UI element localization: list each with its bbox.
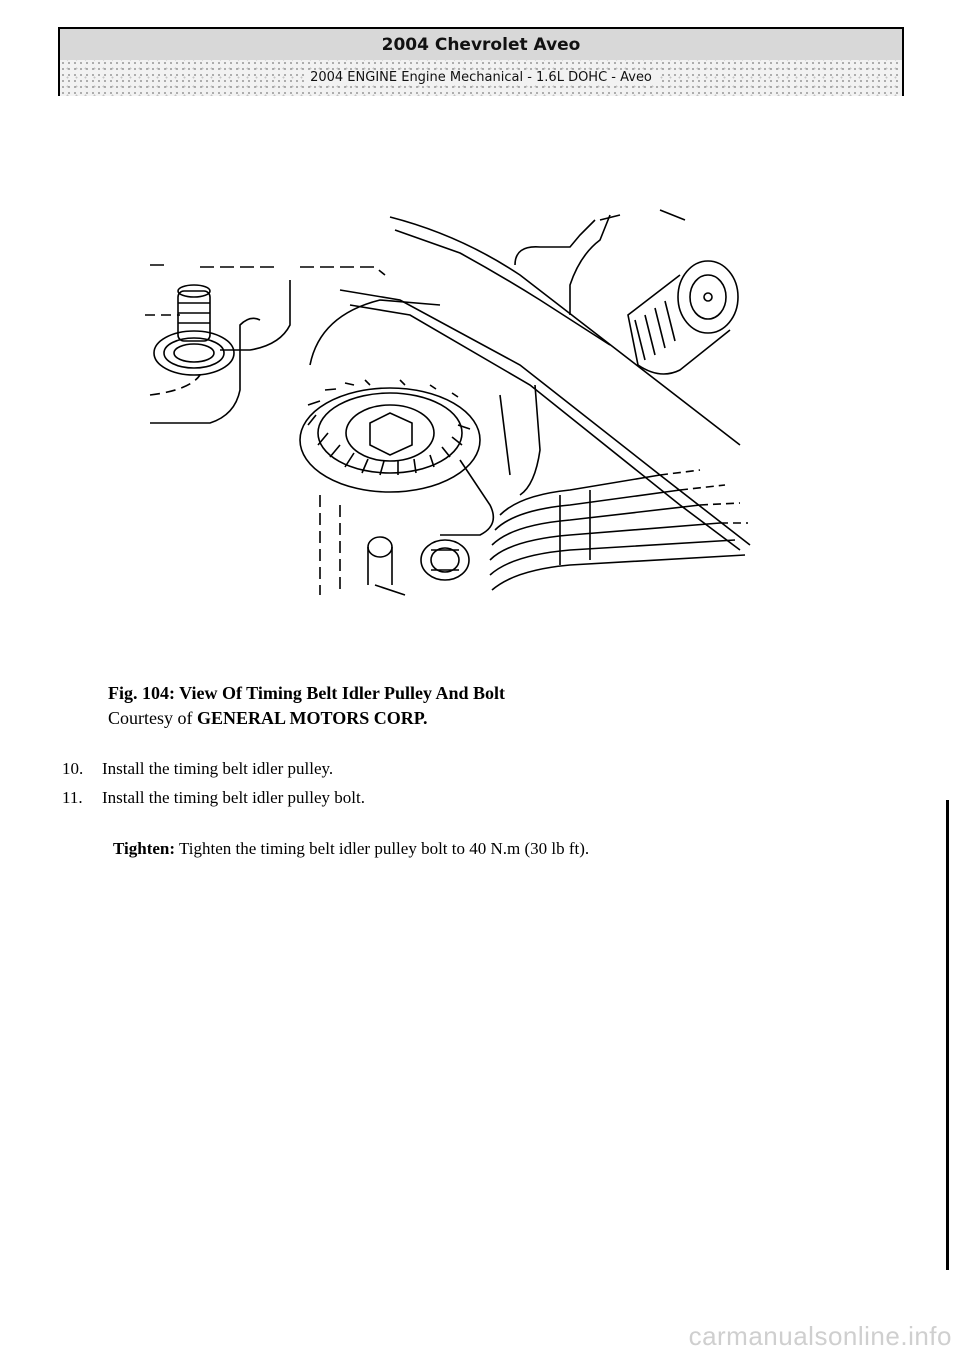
crankshaft-pulley-drawing	[490, 470, 748, 590]
step-text: Install the timing belt idler pulley.	[102, 759, 334, 778]
document-header-title: 2004 Chevrolet Aveo	[58, 27, 904, 60]
subtitle-text: 2004 ENGINE Engine Mechanical - 1.6L DOHC - Aveo	[304, 70, 658, 85]
courtesy-prefix: Courtesy of	[108, 708, 197, 728]
timing-belt-drawing	[340, 217, 750, 550]
procedure-step-10	[62, 758, 333, 780]
figure-caption-title: Fig. 104: View Of Timing Belt Idler Pulley And Bolt	[108, 683, 506, 703]
document-header-subtitle	[58, 60, 904, 96]
step-number: 10.	[62, 759, 84, 778]
tighten-text: Tighten the timing belt idler pulley bolt to 40 N.m (30 lb ft).	[175, 839, 590, 858]
timing-belt-idler-pulley-illustration	[140, 205, 760, 605]
page-edge-bar	[946, 800, 949, 1270]
tighten-label: Tighten:	[113, 839, 176, 858]
step-text: Install the timing belt idler pulley bolt.	[102, 788, 365, 807]
courtesy-organization: GENERAL MOTORS CORP.	[197, 708, 428, 728]
figure-courtesy-line	[108, 707, 428, 729]
idler-pulley-bolt-drawing	[368, 537, 469, 595]
procedure-step-11	[62, 787, 365, 809]
step-number: 11.	[62, 788, 83, 807]
camshaft-gear-drawing	[515, 210, 738, 374]
site-watermark: carmanualsonline.info	[688, 1321, 952, 1351]
tighten-specification	[113, 838, 589, 860]
